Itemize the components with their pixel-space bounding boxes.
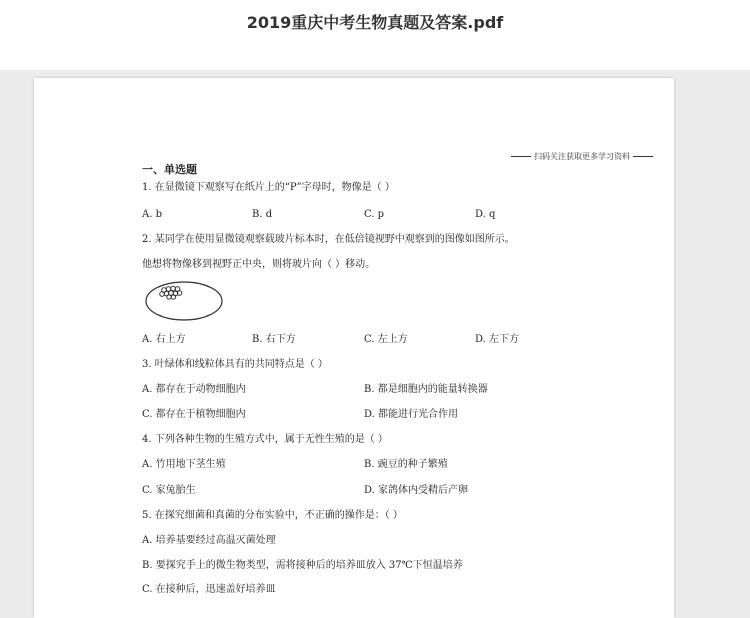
option-c: C. 在接种后，迅速盖好培养皿 bbox=[142, 584, 276, 595]
title-bar bbox=[0, 0, 750, 70]
cell-cluster bbox=[160, 286, 182, 299]
brand-text: 扫码关注获取更多学习资料 bbox=[534, 152, 630, 161]
option-a: A. 右上方 bbox=[142, 334, 186, 345]
option-a: A. 竹用地下茎生殖 bbox=[142, 459, 226, 470]
option-d: D. q bbox=[475, 209, 496, 220]
brand-banner bbox=[508, 151, 656, 162]
pdf-page bbox=[34, 78, 674, 618]
question-stem: 1. 在显微镜下观察写在纸片上的“P”字母时，物像是（ ） bbox=[142, 182, 395, 193]
divider bbox=[511, 156, 531, 157]
option-b: B. d bbox=[252, 209, 273, 220]
question-stem: 4. 下列各种生物的生殖方式中，属于无性生殖的是（ ） bbox=[142, 434, 388, 445]
question-stem: 3. 叶绿体和线粒体具有的共同特点是（ ） bbox=[142, 359, 328, 370]
option-c: C. 左上方 bbox=[364, 334, 408, 345]
question-stem: 5. 在探究细菌和真菌的分布实验中，不正确的操作是：（ ） bbox=[142, 510, 403, 521]
option-c: C. 家兔胎生 bbox=[142, 485, 196, 496]
option-a: A. 都存在于动物细胞内 bbox=[142, 384, 246, 395]
option-d: D. 左下方 bbox=[475, 334, 520, 345]
option-b: B. 都是细胞内的能量转换器 bbox=[364, 384, 488, 395]
question-stem: 2. 某同学在使用显微镜观察载玻片标本时，在低倍镜视野中观察到的图像如图所示。 bbox=[142, 234, 515, 245]
option-a: A. 培养基要经过高温灭菌处理 bbox=[142, 535, 276, 546]
document-title: 2019重庆中考生物真题及答案.pdf bbox=[246, 13, 504, 32]
view-field-circle bbox=[146, 282, 222, 320]
question-stem-continued: 他想将物像移到视野正中央，则将玻片向（ ）移动。 bbox=[142, 259, 376, 270]
divider bbox=[633, 156, 653, 157]
option-c: C. p bbox=[364, 209, 385, 220]
option-d: D. 都能进行光合作用 bbox=[364, 409, 459, 420]
microscope-field-image bbox=[144, 280, 224, 324]
section-title: 一、单选题 bbox=[142, 163, 197, 176]
option-b: B. 豌豆的种子繁殖 bbox=[364, 459, 448, 470]
option-d: D. 家鸽体内受精后产卵 bbox=[364, 485, 469, 496]
option-b: B. 要探究手上的微生物类型，需将接种后的培养皿放入 37℃下恒温培养 bbox=[142, 560, 463, 571]
option-a: A. b bbox=[142, 209, 162, 220]
option-c: C. 都存在于植物细胞内 bbox=[142, 409, 246, 420]
option-b: B. 右下方 bbox=[252, 334, 296, 345]
